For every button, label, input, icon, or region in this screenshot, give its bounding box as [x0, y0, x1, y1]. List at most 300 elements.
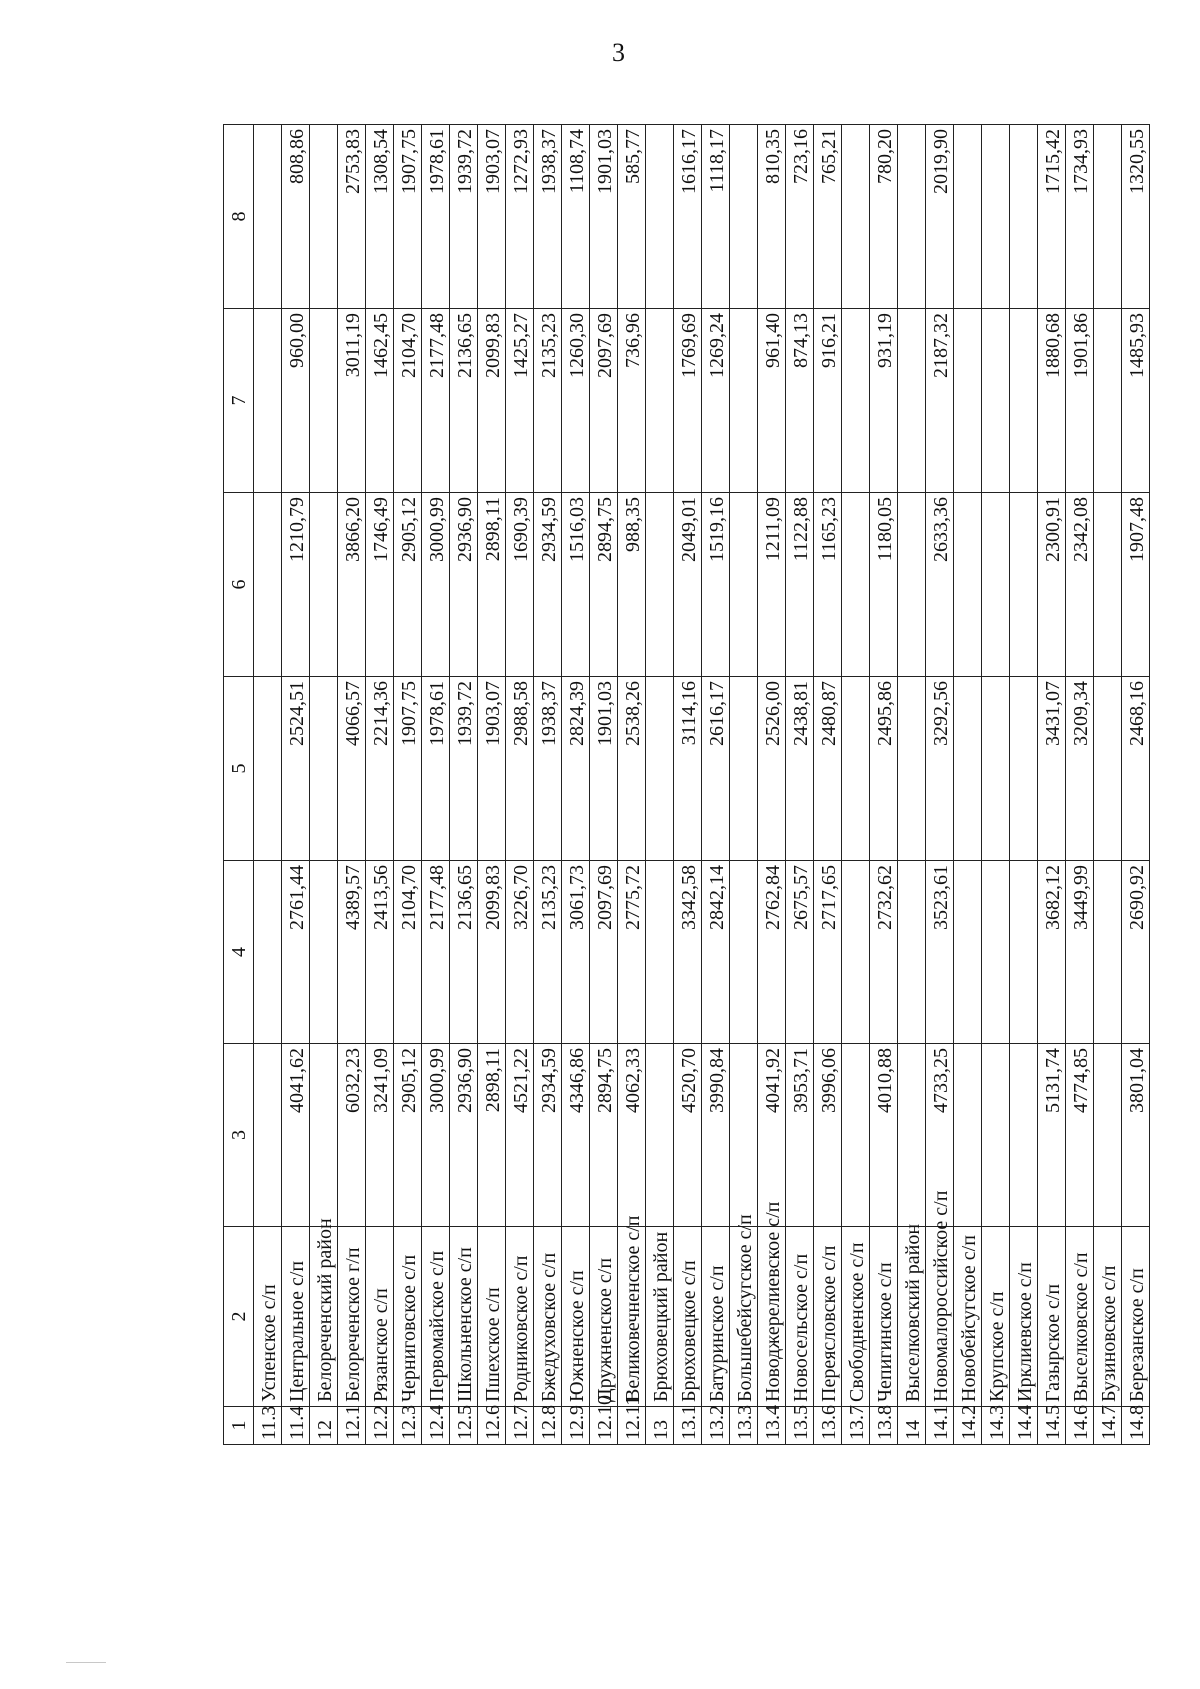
row-name-cell: Батуринское с/п: [702, 1227, 730, 1407]
row-code-cell: 12.11: [618, 1407, 646, 1445]
value-cell: 3292,56: [926, 677, 954, 861]
value-cell: 810,35: [758, 125, 786, 309]
value-cell: [254, 309, 282, 493]
value-cell: 1519,16: [702, 493, 730, 677]
value-cell: 1715,42: [1038, 125, 1066, 309]
header-cell: 8: [224, 125, 254, 309]
header-cell: 4: [224, 861, 254, 1044]
row-name-cell: Новосельское с/п: [786, 1227, 814, 1407]
value-cell: 931,19: [870, 309, 898, 493]
value-cell: 2177,48: [422, 309, 450, 493]
value-cell: [730, 677, 758, 861]
value-cell: [310, 493, 338, 677]
value-cell: 2135,23: [534, 861, 562, 1044]
table-row: [366, 125, 394, 1445]
value-cell: 2097,69: [590, 861, 618, 1044]
value-cell: 3953,71: [786, 1044, 814, 1227]
row-name-cell: Бжедуховское с/п: [534, 1227, 562, 1407]
value-cell: 2136,65: [450, 309, 478, 493]
value-cell: [254, 677, 282, 861]
row-name-cell: Новомалороссийское с/п: [926, 1227, 954, 1407]
value-cell: 2104,70: [394, 309, 422, 493]
value-cell: 1211,09: [758, 493, 786, 677]
value-cell: 2538,26: [618, 677, 646, 861]
value-cell: [646, 493, 674, 677]
table-row: [674, 125, 702, 1445]
row-name-cell: Новобейсугское с/п: [954, 1227, 982, 1407]
value-cell: [1094, 125, 1122, 309]
row-code-cell: 14.8: [1122, 1407, 1150, 1445]
value-cell: [646, 1044, 674, 1227]
table-row: [562, 125, 590, 1445]
value-cell: [1010, 125, 1038, 309]
value-cell: [982, 677, 1010, 861]
row-code-cell: 13.8: [870, 1407, 898, 1445]
value-cell: [898, 1044, 926, 1227]
value-cell: [898, 493, 926, 677]
value-cell: [310, 861, 338, 1044]
row-name-cell: Свободненское с/п: [842, 1227, 870, 1407]
header-cell: 2: [224, 1227, 254, 1407]
row-name-cell: Новоджерелиевское с/п: [758, 1227, 786, 1407]
row-name-cell: Крупское с/п: [982, 1227, 1010, 1407]
row-name-cell: Школьненское с/п: [450, 1227, 478, 1407]
value-cell: 2342,08: [1066, 493, 1094, 677]
value-cell: 3241,09: [366, 1044, 394, 1227]
value-cell: 2480,87: [814, 677, 842, 861]
value-cell: [982, 309, 1010, 493]
table-row: [394, 125, 422, 1445]
table-row: [478, 125, 506, 1445]
value-cell: 1425,27: [506, 309, 534, 493]
value-cell: 2526,00: [758, 677, 786, 861]
value-cell: 2413,56: [366, 861, 394, 1044]
value-cell: [1094, 493, 1122, 677]
value-cell: 2905,12: [394, 1044, 422, 1227]
header-cell: 3: [224, 1044, 254, 1227]
header-cell: 1: [224, 1407, 254, 1445]
row-name-cell: Чепигинское с/п: [870, 1227, 898, 1407]
value-cell: 2633,36: [926, 493, 954, 677]
value-cell: 4346,86: [562, 1044, 590, 1227]
row-name-cell: Переясловское с/п: [814, 1227, 842, 1407]
value-cell: 2049,01: [674, 493, 702, 677]
value-cell: 3000,99: [422, 1044, 450, 1227]
value-cell: 4066,57: [338, 677, 366, 861]
row-code-cell: 12.9: [562, 1407, 590, 1445]
value-cell: 3523,61: [926, 861, 954, 1044]
table-row: [310, 125, 338, 1445]
header-cell: 7: [224, 309, 254, 493]
row-name-cell: Успенское с/п: [254, 1227, 282, 1407]
value-cell: 585,77: [618, 125, 646, 309]
value-cell: 1320,55: [1122, 125, 1150, 309]
value-cell: 3061,73: [562, 861, 590, 1044]
table-row: [1066, 125, 1094, 1445]
value-cell: 3209,34: [1066, 677, 1094, 861]
value-cell: [1094, 1044, 1122, 1227]
value-cell: [1010, 861, 1038, 1044]
row-code-cell: 12.2: [366, 1407, 394, 1445]
row-code-cell: 14.3: [982, 1407, 1010, 1445]
value-cell: [898, 125, 926, 309]
value-cell: 3011,19: [338, 309, 366, 493]
value-cell: 736,96: [618, 309, 646, 493]
row-code-cell: 12.3: [394, 1407, 422, 1445]
value-cell: 2104,70: [394, 861, 422, 1044]
header-cell: 6: [224, 493, 254, 677]
table-row: [618, 125, 646, 1445]
value-cell: 4062,33: [618, 1044, 646, 1227]
value-cell: 1880,68: [1038, 309, 1066, 493]
value-cell: 988,35: [618, 493, 646, 677]
row-code-cell: 14.4: [1010, 1407, 1038, 1445]
value-cell: [1094, 677, 1122, 861]
value-cell: [646, 677, 674, 861]
value-cell: 1272,93: [506, 125, 534, 309]
value-cell: 2934,59: [534, 1044, 562, 1227]
table-row: [870, 125, 898, 1445]
value-cell: 2894,75: [590, 1044, 618, 1227]
value-cell: 1122,88: [786, 493, 814, 677]
value-cell: [982, 493, 1010, 677]
row-code-cell: 14: [898, 1407, 926, 1445]
header-row: [224, 125, 254, 1445]
value-cell: 808,86: [282, 125, 310, 309]
value-cell: 2905,12: [394, 493, 422, 677]
value-cell: 4733,25: [926, 1044, 954, 1227]
value-cell: 1769,69: [674, 309, 702, 493]
value-cell: [1010, 309, 1038, 493]
value-cell: 1485,93: [1122, 309, 1150, 493]
value-cell: 1978,61: [422, 677, 450, 861]
value-cell: 4520,70: [674, 1044, 702, 1227]
value-cell: 2775,72: [618, 861, 646, 1044]
row-code-cell: 12.8: [534, 1407, 562, 1445]
row-code-cell: 11.4: [282, 1407, 310, 1445]
row-code-cell: 13.6: [814, 1407, 842, 1445]
value-cell: [898, 861, 926, 1044]
value-cell: [730, 309, 758, 493]
value-cell: 961,40: [758, 309, 786, 493]
value-cell: [646, 125, 674, 309]
value-cell: 1903,07: [478, 677, 506, 861]
value-cell: 1901,86: [1066, 309, 1094, 493]
value-cell: 2214,36: [366, 677, 394, 861]
value-cell: [1010, 677, 1038, 861]
value-cell: 1939,72: [450, 125, 478, 309]
value-cell: 2136,65: [450, 861, 478, 1044]
table-row: [758, 125, 786, 1445]
row-code-cell: 13.1: [674, 1407, 702, 1445]
value-cell: 1165,23: [814, 493, 842, 677]
row-name-cell: Белореченский район: [310, 1227, 338, 1407]
row-code-cell: 13.3: [730, 1407, 758, 1445]
value-cell: 1938,37: [534, 125, 562, 309]
value-cell: 1746,49: [366, 493, 394, 677]
row-name-cell: Первомайское с/п: [422, 1227, 450, 1407]
value-cell: 2187,32: [926, 309, 954, 493]
table-row: [338, 125, 366, 1445]
table-row: [646, 125, 674, 1445]
value-cell: [982, 1044, 1010, 1227]
row-code-cell: 12.5: [450, 1407, 478, 1445]
value-cell: [310, 1044, 338, 1227]
table-row: [254, 125, 282, 1445]
value-cell: [982, 861, 1010, 1044]
row-name-cell: Большебейсугское с/п: [730, 1227, 758, 1407]
value-cell: [646, 309, 674, 493]
value-cell: 2761,44: [282, 861, 310, 1044]
value-cell: 1938,37: [534, 677, 562, 861]
row-code-cell: 13.7: [842, 1407, 870, 1445]
value-cell: [842, 493, 870, 677]
value-cell: [310, 309, 338, 493]
value-cell: 3866,20: [338, 493, 366, 677]
value-cell: 3449,99: [1066, 861, 1094, 1044]
value-cell: 3431,07: [1038, 677, 1066, 861]
value-cell: 5131,74: [1038, 1044, 1066, 1227]
row-name-cell: Бузиновское с/п: [1094, 1227, 1122, 1407]
value-cell: 6032,23: [338, 1044, 366, 1227]
table-row: [954, 125, 982, 1445]
row-code-cell: 12.6: [478, 1407, 506, 1445]
value-cell: 1308,54: [366, 125, 394, 309]
value-cell: [730, 125, 758, 309]
value-cell: [254, 861, 282, 1044]
value-cell: 3682,12: [1038, 861, 1066, 1044]
value-cell: [254, 1044, 282, 1227]
row-name-cell: Выселковское с/п: [1066, 1227, 1094, 1407]
row-code-cell: 14.2: [954, 1407, 982, 1445]
value-cell: 2894,75: [590, 493, 618, 677]
row-name-cell: Черниговское с/п: [394, 1227, 422, 1407]
value-cell: 2753,83: [338, 125, 366, 309]
row-name-cell: Дружненское с/п: [590, 1227, 618, 1407]
row-code-cell: 13.4: [758, 1407, 786, 1445]
table-row: [450, 125, 478, 1445]
scan-artifact: [66, 1662, 106, 1663]
table-row: [506, 125, 534, 1445]
table-row: [786, 125, 814, 1445]
value-cell: 1907,75: [394, 677, 422, 861]
value-cell: 4521,22: [506, 1044, 534, 1227]
row-code-cell: 14.5: [1038, 1407, 1066, 1445]
row-name-cell: Брюховецкое с/п: [674, 1227, 702, 1407]
row-code-cell: 14.1: [926, 1407, 954, 1445]
table-row: [1010, 125, 1038, 1445]
value-cell: [842, 309, 870, 493]
value-cell: 2936,90: [450, 1044, 478, 1227]
value-cell: [954, 125, 982, 309]
value-cell: [254, 493, 282, 677]
value-cell: 2495,86: [870, 677, 898, 861]
value-cell: [954, 677, 982, 861]
row-code-cell: 13.5: [786, 1407, 814, 1445]
table-row: [898, 125, 926, 1445]
value-cell: 4774,85: [1066, 1044, 1094, 1227]
row-name-cell: Березанское с/п: [1122, 1227, 1150, 1407]
row-name-cell: Южненское с/п: [562, 1227, 590, 1407]
value-cell: 2690,92: [1122, 861, 1150, 1044]
page-number: 3: [612, 38, 625, 67]
row-name-cell: Центральное с/п: [282, 1227, 310, 1407]
table-row: [1038, 125, 1066, 1445]
value-cell: [1010, 493, 1038, 677]
value-cell: 2135,23: [534, 309, 562, 493]
value-cell: [982, 125, 1010, 309]
value-cell: 2675,57: [786, 861, 814, 1044]
value-cell: 1180,05: [870, 493, 898, 677]
value-cell: [954, 861, 982, 1044]
value-cell: 2099,83: [478, 861, 506, 1044]
value-cell: [898, 677, 926, 861]
value-cell: 2616,17: [702, 677, 730, 861]
value-cell: 2300,91: [1038, 493, 1066, 677]
value-cell: 765,21: [814, 125, 842, 309]
row-name-cell: Великовечненское с/п: [618, 1227, 646, 1407]
table-row: [842, 125, 870, 1445]
value-cell: 1907,75: [394, 125, 422, 309]
row-name-cell: Ирклиевское с/п: [1010, 1227, 1038, 1407]
table-row: [534, 125, 562, 1445]
row-code-cell: 13: [646, 1407, 674, 1445]
table-row: [730, 125, 758, 1445]
row-code-cell: 14.7: [1094, 1407, 1122, 1445]
value-cell: 2936,90: [450, 493, 478, 677]
value-cell: 1901,03: [590, 125, 618, 309]
value-cell: [646, 861, 674, 1044]
value-cell: 1108,74: [562, 125, 590, 309]
rotated-table-frame: [223, 125, 1148, 1445]
row-name-cell: Рязанское с/п: [366, 1227, 394, 1407]
value-cell: [954, 493, 982, 677]
value-cell: 3990,84: [702, 1044, 730, 1227]
value-cell: 3801,04: [1122, 1044, 1150, 1227]
value-cell: 1907,48: [1122, 493, 1150, 677]
value-cell: 1616,17: [674, 125, 702, 309]
value-cell: 4010,88: [870, 1044, 898, 1227]
value-cell: 4389,57: [338, 861, 366, 1044]
value-cell: [898, 309, 926, 493]
table-row: [702, 125, 730, 1445]
value-cell: [730, 493, 758, 677]
value-cell: 2468,16: [1122, 677, 1150, 861]
value-cell: 2732,62: [870, 861, 898, 1044]
value-cell: 2097,69: [590, 309, 618, 493]
value-cell: 723,16: [786, 125, 814, 309]
row-code-cell: 12.1: [338, 1407, 366, 1445]
row-name-cell: Брюховецкий район: [646, 1227, 674, 1407]
row-name-cell: Газырское с/п: [1038, 1227, 1066, 1407]
table-body: [224, 125, 1150, 1445]
row-code-cell: 12.4: [422, 1407, 450, 1445]
value-cell: 1690,39: [506, 493, 534, 677]
header-cell: 5: [224, 677, 254, 861]
table-row: [926, 125, 954, 1445]
value-cell: 3114,16: [674, 677, 702, 861]
value-cell: [842, 1044, 870, 1227]
value-cell: 2898,11: [478, 1044, 506, 1227]
value-cell: 2019,90: [926, 125, 954, 309]
value-cell: [254, 125, 282, 309]
value-cell: 2842,14: [702, 861, 730, 1044]
value-cell: 2824,39: [562, 677, 590, 861]
value-cell: [730, 861, 758, 1044]
value-cell: 1462,45: [366, 309, 394, 493]
value-cell: 2934,59: [534, 493, 562, 677]
value-cell: 1903,07: [478, 125, 506, 309]
table-row: [1094, 125, 1122, 1445]
value-cell: 916,21: [814, 309, 842, 493]
value-cell: [310, 677, 338, 861]
value-cell: [954, 309, 982, 493]
row-code-cell: 12.7: [506, 1407, 534, 1445]
value-cell: 1901,03: [590, 677, 618, 861]
value-cell: 2099,83: [478, 309, 506, 493]
value-cell: 2898,11: [478, 493, 506, 677]
row-code-cell: 12.10: [590, 1407, 618, 1445]
value-cell: [1094, 861, 1122, 1044]
value-cell: 3342,58: [674, 861, 702, 1044]
value-cell: 2524,51: [282, 677, 310, 861]
value-cell: 2762,84: [758, 861, 786, 1044]
value-cell: 3000,99: [422, 493, 450, 677]
row-name-cell: Пшехское с/п: [478, 1227, 506, 1407]
table-row: [814, 125, 842, 1445]
value-cell: 2988,58: [506, 677, 534, 861]
tariff-table: [223, 124, 1150, 1445]
table-rotator: [223, 125, 1148, 1445]
row-code-cell: 13.2: [702, 1407, 730, 1445]
value-cell: [310, 125, 338, 309]
value-cell: 1260,30: [562, 309, 590, 493]
value-cell: 1118,17: [702, 125, 730, 309]
value-cell: 2438,81: [786, 677, 814, 861]
row-name-cell: Выселковский район: [898, 1227, 926, 1407]
value-cell: 1516,03: [562, 493, 590, 677]
value-cell: 2177,48: [422, 861, 450, 1044]
value-cell: 3996,06: [814, 1044, 842, 1227]
value-cell: 1210,79: [282, 493, 310, 677]
value-cell: [842, 861, 870, 1044]
value-cell: 2717,65: [814, 861, 842, 1044]
table-row: [590, 125, 618, 1445]
row-code-cell: 12: [310, 1407, 338, 1445]
row-code-cell: 11.3: [254, 1407, 282, 1445]
table-row: [1122, 125, 1150, 1445]
value-cell: 1734,93: [1066, 125, 1094, 309]
row-name-cell: Родниковское с/п: [506, 1227, 534, 1407]
value-cell: 874,13: [786, 309, 814, 493]
table-row: [282, 125, 310, 1445]
value-cell: 1978,61: [422, 125, 450, 309]
value-cell: 3226,70: [506, 861, 534, 1044]
value-cell: 4041,92: [758, 1044, 786, 1227]
row-code-cell: 14.6: [1066, 1407, 1094, 1445]
table-row: [422, 125, 450, 1445]
value-cell: 1939,72: [450, 677, 478, 861]
value-cell: [954, 1044, 982, 1227]
value-cell: 960,00: [282, 309, 310, 493]
row-name-cell: Белореченское г/п: [338, 1227, 366, 1407]
value-cell: [1094, 309, 1122, 493]
value-cell: 4041,62: [282, 1044, 310, 1227]
value-cell: 780,20: [870, 125, 898, 309]
value-cell: [730, 1044, 758, 1227]
value-cell: [842, 125, 870, 309]
value-cell: [1010, 1044, 1038, 1227]
